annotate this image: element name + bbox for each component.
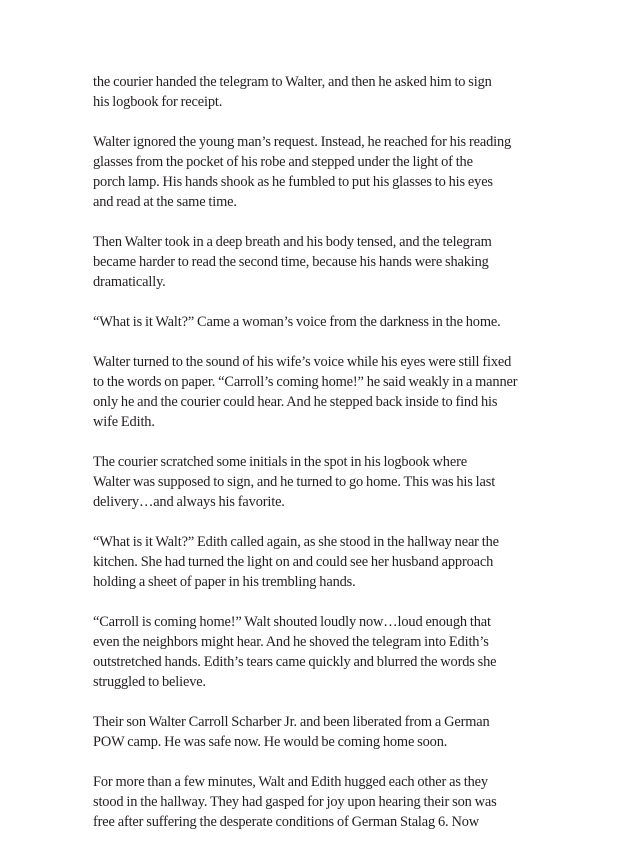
paragraph-5: Walter turned to the sound of his wife’s voice while his eyes were still fixed to the words on paper. “Carroll’s coming home!” he said weakly in a manner only he and the courier could hear. And he stepped back inside to find his wife Edith.: [93, 354, 518, 430]
paragraph-4: “What is it Walt?” Came a woman’s voice from the darkness in the home.: [93, 314, 501, 330]
paragraph-9: Their son Walter Carroll Scharber Jr. and been liberated from a German POW camp. He was safe now. He would be coming home soon.: [93, 714, 490, 750]
paragraph-8: “Carroll is coming home!” Walt shouted loudly now…loud enough that even the neighbors might hear. And he shoved the telegram into Edith’s outstretched hands. Edith’s tears came quickly and blurred the words she struggled to believe.: [93, 614, 497, 690]
paragraph-7: “What is it Walt?” Edith called again, as she stood in the hallway near the kitchen. She had turned the light on and could see her husband approach holding a sheet of paper in his trembling hands.: [93, 534, 499, 590]
paragraph-3: Then Walter took in a deep breath and his body tensed, and the telegram became harder to read the second time, because his hands were shaking dramatically.: [93, 234, 492, 290]
paragraph-10: For more than a few minutes, Walt and Edith hugged each other as they stood in the hallway. They had gasped for joy upon hearing their son was free after suffering the desperate conditions of German Stalag 6. Now: [93, 774, 497, 830]
paragraph-6: The courier scratched some initials in the spot in his logbook where Walter was supposed to sign, and he turned to go home. This was his last delivery…and always his favorite.: [93, 454, 496, 510]
paragraph-1: the courier handed the telegram to Walter, and then he asked him to sign his logbook for receipt.: [93, 74, 492, 110]
paragraph-2: Walter ignored the young man’s request. Instead, he reached for his reading glasses from the pocket of his robe and stepped under the light of the porch lamp. His hands shook as he fumbled to put his glasses to his eyes and read at the same time.: [93, 134, 512, 210]
story-text-body: [93, 72, 553, 852]
